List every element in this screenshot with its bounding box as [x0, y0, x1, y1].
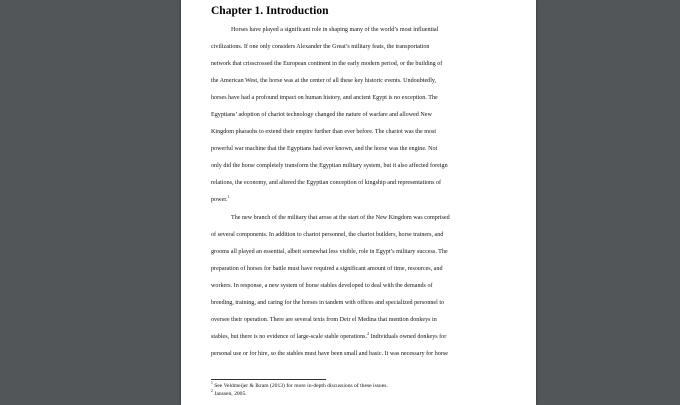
paragraph-line: of several components. In addition to chariot personnel, the chariot builders, horse trainers, and [211, 231, 444, 238]
paragraph-line: Horses have played a significant role in shaping many of the world’s most influential [231, 27, 439, 33]
paragraph-line: powerful war machine that the Egyptians had ever known, and the horse was the engine. Not [211, 146, 438, 153]
footnote-number: 2 [211, 389, 213, 394]
paragraph-line: civilizations. If one only considers Alexander the Great’s military feats, the transportation [211, 44, 430, 51]
paragraph-line: The new branch of the military that arose at the start of the New Kingdom was comprised [231, 214, 450, 221]
paragraph-2 [211, 210, 511, 363]
paragraph-line: relations, the economy, and altered the Egyptian conception of kingship and representations of [211, 180, 442, 187]
footnote-ref-2[interactable]: 2 [367, 330, 370, 336]
paragraph-line: network that crisscrossed the European continent in the early modern period, or the building of [211, 61, 443, 68]
paragraph-line: personal use or for hire, so the stables must have been small and basic. It was necessary for horse [211, 350, 448, 357]
footnote-text: See Veldmeijer & Ikram (2013) for more in-depth discussions of these issues. [212, 383, 388, 389]
paragraph-1 [211, 22, 511, 210]
paragraph-text: Individuals owned donkeys for [369, 333, 447, 340]
footnote-1 [211, 382, 511, 390]
footnotes-section [211, 379, 511, 398]
footnote-text: Janssen, 2005. [212, 391, 247, 397]
paragraph-line: oversee their operation. There are several texts from Deir el Medina that mention donkeys in [211, 316, 437, 323]
paragraph-line [211, 329, 511, 346]
paragraph-line: horses have had a profound impact on human history, and ancient Egypt is no exception. The [211, 95, 438, 102]
paragraph-line: preparation of horses for battle must have required a significant amount of time, resources, and [211, 265, 443, 272]
document-page [181, 0, 536, 405]
paragraph-line: the American West, the horse was at the center of all these key historic events. Undoubtedly, [211, 78, 437, 85]
paragraph-line: Egyptians’ adoption of chariot technology changed the nature of warfare and allowed New [211, 112, 432, 119]
paragraph-line: Kingdom pharaohs to extend their empire further than ever before. The chariot was the most [211, 129, 437, 136]
chapter-title: Chapter 1. Introduction [211, 5, 329, 17]
paragraph-line-last [211, 192, 511, 209]
footnote-divider [211, 379, 326, 380]
paragraph-line: grooms all played an essential, albeit somewhat less visible, role in Egypt’s military success. The [211, 248, 448, 255]
footnote-2 [211, 390, 511, 398]
footnote-number: 1 [211, 381, 213, 386]
paragraph-line: workers. In response, a new system of horse stables developed to deal with the demands of [211, 282, 433, 289]
paragraph-line: only did the horse completely transform the Egyptian military system, but it also affected foreign [211, 163, 448, 170]
footnote-ref-1[interactable]: 1 [227, 194, 230, 200]
paragraph-line: breeding, training, and caring for the horses in tandem with offices and specialized personnel to [211, 299, 445, 306]
paragraph-text: stables, but there is no evidence of large-scale stable operations. [211, 333, 368, 340]
paragraph-text: power. [211, 197, 228, 204]
page-content [211, 4, 511, 363]
